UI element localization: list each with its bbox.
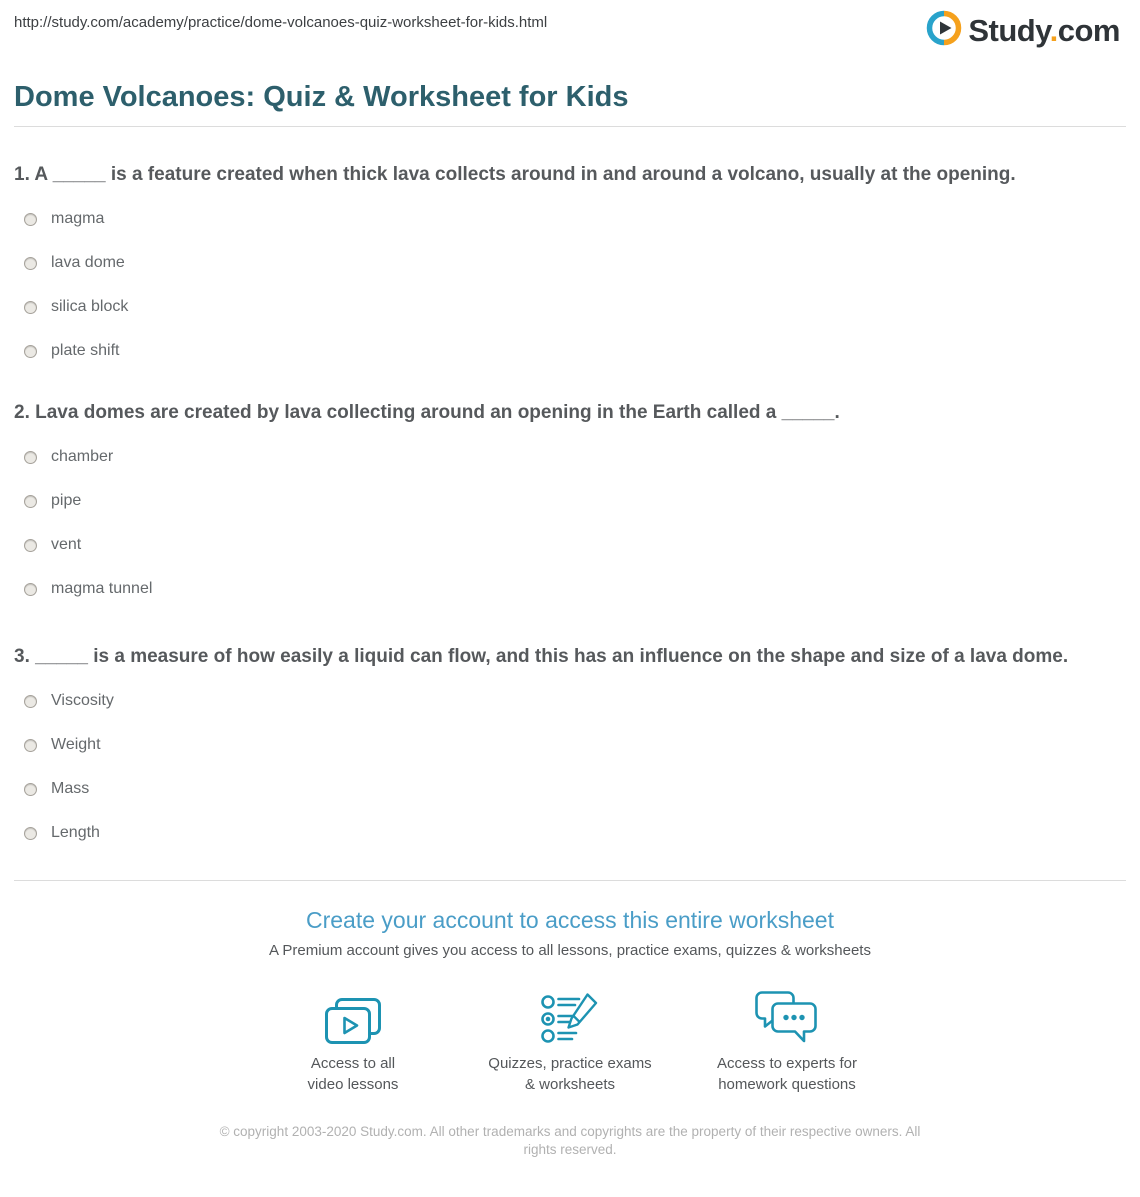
radio-button[interactable]: [24, 539, 37, 552]
cta-section: [0, 881, 1140, 1095]
option-label: Mass: [51, 780, 90, 797]
option-row[interactable]: [14, 823, 1126, 843]
radio-button[interactable]: [24, 695, 37, 708]
premium-subheading: A Premium account gives you access to all lessons, practice exams, quizzes & worksheets: [269, 942, 871, 959]
feature-caption: Quizzes, practice exams & worksheets: [488, 1055, 652, 1093]
option-label: silica block: [51, 298, 129, 315]
feature-experts-chat: [679, 987, 896, 1095]
option-row[interactable]: [14, 253, 1126, 273]
quiz-content: [14, 161, 1126, 843]
question-2-text: 2. Lava domes are created by lava collecting around an opening in the Earth called a _____.: [14, 402, 840, 423]
option-label: vent: [51, 536, 82, 553]
option-row[interactable]: [14, 535, 1126, 555]
radio-button[interactable]: [24, 451, 37, 464]
feature-quizzes-worksheets: [462, 987, 679, 1095]
studycom-logo[interactable]: [926, 10, 1120, 51]
feature-video-lessons: [245, 987, 462, 1095]
radio-button[interactable]: [24, 213, 37, 226]
page-header: [0, 0, 1140, 51]
option-label: lava dome: [51, 254, 125, 271]
option-label: Viscosity: [51, 692, 114, 709]
feature-caption: Access to all video lessons: [307, 1055, 399, 1093]
question-2-options: [14, 447, 1126, 599]
option-label: magma tunnel: [51, 580, 153, 597]
radio-button[interactable]: [24, 739, 37, 752]
option-row[interactable]: [14, 779, 1126, 799]
option-label: magma: [51, 210, 105, 227]
title-divider: [14, 126, 1126, 127]
option-row[interactable]: [14, 297, 1126, 317]
copyright-notice: © copyright 2003-2020 Study.com. All other trademarks and copyrights are the property of their respective owners. All rights reserved.: [219, 1124, 921, 1157]
option-row[interactable]: [14, 691, 1126, 711]
radio-button[interactable]: [24, 301, 37, 314]
feature-row: [0, 987, 1140, 1095]
radio-button[interactable]: [24, 345, 37, 358]
option-label: Length: [51, 824, 100, 841]
quizzes-worksheets-icon: [462, 987, 679, 1045]
question-3-text: 3. _____ is a measure of how easily a liquid can flow, and this has an influence on the shape and size of a lava dome.: [14, 646, 1069, 667]
question-2: [14, 399, 1126, 599]
question-3-options: [14, 691, 1126, 843]
video-lessons-icon: [245, 987, 462, 1045]
question-1-text: 1. A _____ is a feature created when thick lava collects around in and around a volcano, usually at the opening.: [14, 164, 1016, 185]
studycom-logo-text: Study.com: [968, 12, 1120, 48]
option-row[interactable]: [14, 209, 1126, 229]
option-row[interactable]: [14, 491, 1126, 511]
option-label: Weight: [51, 736, 101, 753]
option-row[interactable]: [14, 735, 1126, 755]
radio-button[interactable]: [24, 583, 37, 596]
question-1-options: [14, 209, 1126, 361]
experts-chat-icon: [679, 987, 896, 1045]
option-row[interactable]: [14, 447, 1126, 467]
feature-caption: Access to experts for homework questions: [716, 1055, 858, 1093]
option-label: chamber: [51, 448, 114, 465]
page-url: http://study.com/academy/practice/dome-volcanoes-quiz-worksheet-for-kids.html: [14, 14, 548, 31]
radio-button[interactable]: [24, 257, 37, 270]
radio-button[interactable]: [24, 783, 37, 796]
option-row[interactable]: [14, 579, 1126, 599]
studycom-logo-icon: [926, 10, 962, 51]
page-title: Dome Volcanoes: Quiz & Worksheet for Kids: [14, 81, 629, 113]
create-account-link[interactable]: Create your account to access this entire worksheet: [306, 907, 834, 933]
option-label: plate shift: [51, 342, 120, 359]
question-1: [14, 161, 1126, 361]
option-label: pipe: [51, 492, 82, 509]
question-3: [14, 643, 1126, 843]
option-row[interactable]: [14, 341, 1126, 361]
radio-button[interactable]: [24, 495, 37, 508]
radio-button[interactable]: [24, 827, 37, 840]
